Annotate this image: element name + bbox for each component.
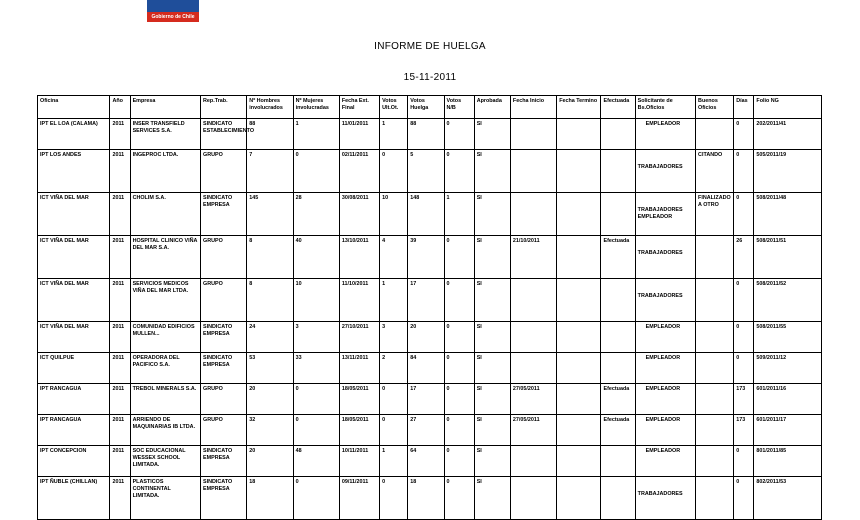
table-cell [601, 353, 635, 384]
table-cell: IPT RANCAGUA [38, 384, 110, 415]
table-cell: SINDICATO EMPRESA [201, 193, 247, 236]
table-cell: SI [474, 279, 510, 322]
table-cell [696, 384, 734, 415]
table-cell: 0 [444, 415, 474, 446]
table-cell: INSER TRANSFIELD SERVICES S.A. [130, 119, 200, 150]
table-cell: IPT RANCAGUA [38, 415, 110, 446]
table-cell [557, 477, 601, 520]
gobierno-de-chile-logo [147, 0, 199, 22]
table-cell: 1 [444, 193, 474, 236]
table-cell: 0 [444, 119, 474, 150]
table-row [38, 322, 822, 353]
table-cell: 2011 [110, 446, 130, 477]
table-body [38, 119, 822, 520]
table-cell: ICT VIÑA DEL MAR [38, 236, 110, 279]
table-cell: 0 [380, 477, 408, 520]
report-title: INFORME DE HUELGA [374, 41, 486, 52]
table-cell: 10 [380, 193, 408, 236]
table-cell: 53 [247, 353, 293, 384]
table-cell: 601/2011/16 [754, 384, 822, 415]
table-cell: 11/10/2011 [339, 279, 379, 322]
table-cell: SOC EDUCACIONAL WESSEX SCHOOL LIMITADA. [130, 446, 200, 477]
table-cell: 48 [293, 446, 339, 477]
table-cell: CITANDO [696, 150, 734, 193]
table-cell: ICT VIÑA DEL MAR [38, 322, 110, 353]
table-cell: 02/11/2011 [339, 150, 379, 193]
table-cell: 173 [734, 415, 754, 446]
table-cell: SI [474, 353, 510, 384]
table-cell: 0 [734, 353, 754, 384]
table-cell: 508/2011/55 [754, 322, 822, 353]
column-header: Nº Hombres involucrados [247, 96, 293, 119]
table-cell: 32 [247, 415, 293, 446]
table-cell [557, 236, 601, 279]
table-cell: SINDICATO EMPRESA [201, 322, 247, 353]
table-cell: ICT VIÑA DEL MAR [38, 193, 110, 236]
table-cell: 145 [247, 193, 293, 236]
table-cell: 30/08/2011 [339, 193, 379, 236]
table-cell: 2011 [110, 119, 130, 150]
table-cell: 2011 [110, 477, 130, 520]
table-cell: 7 [247, 150, 293, 193]
logo-text: Gobierno de Chile [151, 14, 195, 20]
table-cell: EMPLEADOR [635, 322, 695, 353]
table-cell: 0 [734, 446, 754, 477]
table-cell: EMPLEADOR [635, 384, 695, 415]
table-cell: 20 [247, 384, 293, 415]
table-cell: TRABAJADORES [635, 477, 695, 520]
table-cell: 18/05/2011 [339, 384, 379, 415]
table-cell: CHOLIM S.A. [130, 193, 200, 236]
table-cell [510, 322, 556, 353]
table-cell: SINDICATO ESTABLECIMIENTO [201, 119, 247, 150]
table-cell [557, 119, 601, 150]
table-cell: EMPLEADOR [635, 415, 695, 446]
table-cell [557, 415, 601, 446]
table-cell [510, 279, 556, 322]
table-cell: COMUNIDAD EDIFICIOS MULLEN... [130, 322, 200, 353]
table-cell [696, 415, 734, 446]
logo-blue-band [147, 0, 199, 12]
table-cell [510, 150, 556, 193]
table-cell: 2011 [110, 415, 130, 446]
table-cell: SI [474, 236, 510, 279]
table-cell: 64 [408, 446, 444, 477]
table-cell: SINDICATO EMPRESA [201, 446, 247, 477]
table-cell: 2011 [110, 236, 130, 279]
table-cell: 88 [408, 119, 444, 150]
table-cell: 601/2011/17 [754, 415, 822, 446]
table-cell: 0 [444, 446, 474, 477]
table-cell [696, 477, 734, 520]
table-cell: 24 [247, 322, 293, 353]
table-cell: SI [474, 384, 510, 415]
table-cell: TRABAJADORES [635, 236, 695, 279]
table-cell: 1 [293, 119, 339, 150]
table-row [38, 150, 822, 193]
table-cell: 2011 [110, 322, 130, 353]
table-cell: SI [474, 193, 510, 236]
column-header: Votos Huelga [408, 96, 444, 119]
table-cell: 508/2011/51 [754, 236, 822, 279]
table-cell: OPERADORA DEL PACIFICO S.A. [130, 353, 200, 384]
table-cell: 802/2011/53 [754, 477, 822, 520]
table-cell: TRABAJADORES EMPLEADOR [635, 193, 695, 236]
table-cell: 1 [380, 119, 408, 150]
table-cell: ICT VIÑA DEL MAR [38, 279, 110, 322]
column-header: Solicitante de Bs.Oficios [635, 96, 695, 119]
table-header-row [38, 96, 822, 119]
table-cell: 509/2011/12 [754, 353, 822, 384]
column-header: Empresa [130, 96, 200, 119]
table-cell: 508/2011/48 [754, 193, 822, 236]
table-cell: 0 [293, 384, 339, 415]
table-cell [696, 322, 734, 353]
report-date: 15-11-2011 [403, 72, 457, 83]
table-cell: 88 [247, 119, 293, 150]
table-cell: INGEPROC LTDA. [130, 150, 200, 193]
table-cell: SI [474, 322, 510, 353]
table-cell: 11/01/2011 [339, 119, 379, 150]
table-cell [510, 119, 556, 150]
table-cell: 202/2011/41 [754, 119, 822, 150]
table-cell: SINDICATO EMPRESA [201, 353, 247, 384]
table-cell: 0 [734, 279, 754, 322]
table-cell: 2011 [110, 150, 130, 193]
table-cell: 0 [734, 322, 754, 353]
table-cell: 2011 [110, 193, 130, 236]
table-cell: GRUPO [201, 236, 247, 279]
table-cell: SI [474, 150, 510, 193]
table-cell [510, 477, 556, 520]
column-header: Buenos Oficios [696, 96, 734, 119]
table-cell: 1 [380, 446, 408, 477]
table-cell: 148 [408, 193, 444, 236]
table-cell: 10/11/2011 [339, 446, 379, 477]
column-header: Oficina [38, 96, 110, 119]
table-cell: 33 [293, 353, 339, 384]
table-cell: Efectuada [601, 415, 635, 446]
table-cell [696, 236, 734, 279]
table-cell [557, 446, 601, 477]
table-cell: SINDICATO EMPRESA [201, 477, 247, 520]
table-cell [557, 384, 601, 415]
table-cell: 27/05/2011 [510, 384, 556, 415]
table-cell [601, 193, 635, 236]
table-cell: 801/2011/85 [754, 446, 822, 477]
table-cell [557, 322, 601, 353]
table-cell: 21/10/2011 [510, 236, 556, 279]
table-cell: 0 [734, 150, 754, 193]
table-cell: 505/2011/19 [754, 150, 822, 193]
table-cell [557, 150, 601, 193]
table-cell: 0 [444, 322, 474, 353]
table-row [38, 236, 822, 279]
table-cell: 0 [293, 150, 339, 193]
table-cell: 18 [247, 477, 293, 520]
table-cell: 0 [380, 415, 408, 446]
table-cell: TRABAJADORES [635, 279, 695, 322]
table-row [38, 477, 822, 520]
column-header: Nº Mujeres involucradas [293, 96, 339, 119]
table-cell: PLASTICOS CONTINENTAL LIMITADA. [130, 477, 200, 520]
table-cell [601, 477, 635, 520]
table-cell [601, 119, 635, 150]
table-cell: 0 [444, 477, 474, 520]
column-header: Rep.Trab. [201, 96, 247, 119]
table-cell: 10 [293, 279, 339, 322]
column-header: Votos N/B [444, 96, 474, 119]
table-cell: 508/2011/52 [754, 279, 822, 322]
table-cell: 13/10/2011 [339, 236, 379, 279]
table-cell [601, 150, 635, 193]
table-cell [696, 279, 734, 322]
table-cell: 09/11/2011 [339, 477, 379, 520]
table-cell: SI [474, 119, 510, 150]
table-cell: 173 [734, 384, 754, 415]
column-header: Folio NG [754, 96, 822, 119]
table-cell: 0 [734, 477, 754, 520]
table-cell: 5 [408, 150, 444, 193]
table-cell [557, 193, 601, 236]
table-cell: 20 [408, 322, 444, 353]
table-cell [696, 119, 734, 150]
table-cell: GRUPO [201, 150, 247, 193]
table-cell: 0 [734, 119, 754, 150]
table-cell: 27/05/2011 [510, 415, 556, 446]
table-cell: 0 [293, 477, 339, 520]
table-cell: 13/11/2011 [339, 353, 379, 384]
column-header: Fecha Ext. Final [339, 96, 379, 119]
table-cell: 39 [408, 236, 444, 279]
table-cell [510, 353, 556, 384]
table-row [38, 384, 822, 415]
table-cell: ARRIENDO DE MAQUINARIAS IB LTDA. [130, 415, 200, 446]
table-cell: IPT LOS ANDES [38, 150, 110, 193]
table-cell: 2011 [110, 279, 130, 322]
table-cell: 17 [408, 279, 444, 322]
column-header: Votos Ult.Ot. [380, 96, 408, 119]
table-cell: EMPLEADOR [635, 353, 695, 384]
table-cell: GRUPO [201, 279, 247, 322]
table-cell [601, 446, 635, 477]
table-cell: 2 [380, 353, 408, 384]
table-cell: IPT ÑUBLE (CHILLAN) [38, 477, 110, 520]
column-header: Aprobada [474, 96, 510, 119]
table-row [38, 193, 822, 236]
table-cell: 2011 [110, 353, 130, 384]
table-cell: 3 [380, 322, 408, 353]
column-header: Efectuada [601, 96, 635, 119]
table-cell: 3 [293, 322, 339, 353]
table-cell: 1 [380, 279, 408, 322]
table-cell [696, 353, 734, 384]
table-cell: 26 [734, 236, 754, 279]
table-cell: 0 [444, 279, 474, 322]
table-cell: 8 [247, 279, 293, 322]
table-cell: 8 [247, 236, 293, 279]
table-cell: 28 [293, 193, 339, 236]
table-cell: 0 [734, 193, 754, 236]
table-cell [696, 446, 734, 477]
column-header: Fecha Inicio [510, 96, 556, 119]
table-cell: IPT CONCEPCION [38, 446, 110, 477]
column-header: Días [734, 96, 754, 119]
table-cell: 0 [444, 353, 474, 384]
table-cell: 0 [380, 384, 408, 415]
table-row [38, 446, 822, 477]
table-cell: EMPLEADOR [635, 119, 695, 150]
table-cell: Efectuada [601, 384, 635, 415]
table-row [38, 353, 822, 384]
column-header: Fecha Termino [557, 96, 601, 119]
table-row [38, 119, 822, 150]
table-cell: 20 [247, 446, 293, 477]
column-header: Año [110, 96, 130, 119]
table-cell: 2011 [110, 384, 130, 415]
table-cell: 27 [408, 415, 444, 446]
table-cell: 0 [444, 236, 474, 279]
table-cell: GRUPO [201, 415, 247, 446]
table-cell: 27/10/2011 [339, 322, 379, 353]
table-cell: 84 [408, 353, 444, 384]
table-cell: SERVICIOS MEDICOS VIÑA DEL MAR LTDA. [130, 279, 200, 322]
table-cell [557, 353, 601, 384]
table-cell [601, 322, 635, 353]
table-cell [510, 446, 556, 477]
table-cell: 0 [293, 415, 339, 446]
table-cell: 18 [408, 477, 444, 520]
table-cell: IPT EL LOA (CALAMA) [38, 119, 110, 150]
table-cell: SI [474, 446, 510, 477]
table-cell: EMPLEADOR [635, 446, 695, 477]
table-row [38, 415, 822, 446]
strike-report-table [37, 95, 822, 520]
table-cell: TRABAJADORES [635, 150, 695, 193]
table-cell: 0 [444, 150, 474, 193]
table-cell [601, 279, 635, 322]
table-cell: 0 [380, 150, 408, 193]
table-cell: HOSPITAL CLINICO VIÑA DEL MAR S.A. [130, 236, 200, 279]
table-cell: 0 [444, 384, 474, 415]
table-cell: ICT QUILPUE [38, 353, 110, 384]
table-cell: FINALIZADO A OTRO [696, 193, 734, 236]
table-cell [510, 193, 556, 236]
table-cell: Efectuada [601, 236, 635, 279]
table-cell [557, 279, 601, 322]
table-cell: SI [474, 477, 510, 520]
table-cell: 4 [380, 236, 408, 279]
table-cell: GRUPO [201, 384, 247, 415]
table-cell: 17 [408, 384, 444, 415]
table-row [38, 279, 822, 322]
table-cell: TREBOL MINERALS S.A. [130, 384, 200, 415]
table-cell: SI [474, 415, 510, 446]
table-cell: 18/05/2011 [339, 415, 379, 446]
table-cell: 40 [293, 236, 339, 279]
